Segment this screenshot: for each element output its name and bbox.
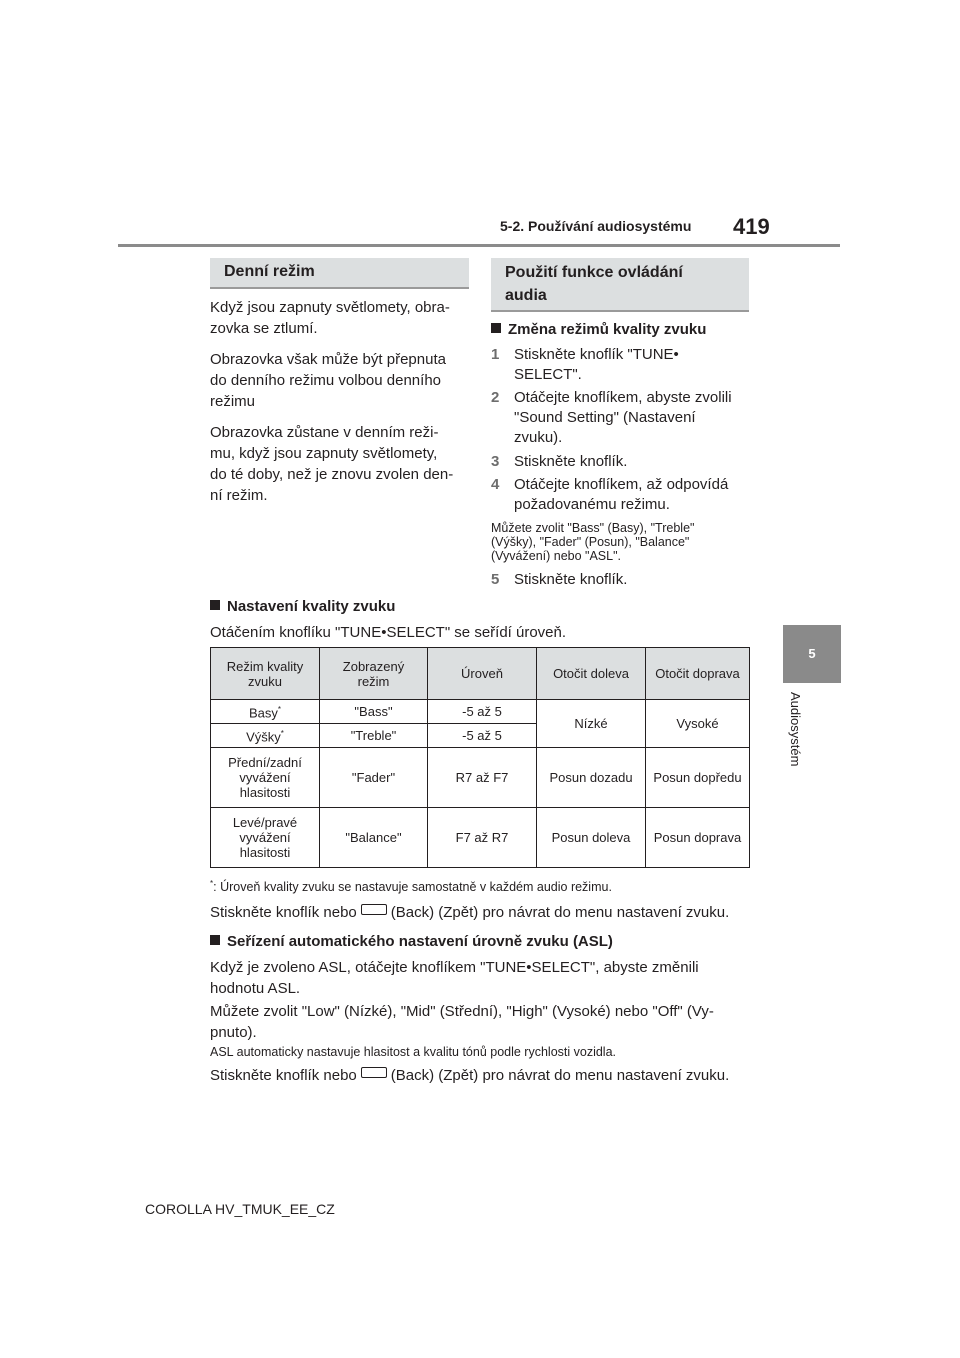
- footer-model-code: COROLLA HV_TMUK_EE_CZ: [145, 1201, 335, 1217]
- asl-note: ASL automaticky nastavuje hlasitost a kvalitu tónů podle rychlosti vozidla.: [210, 1045, 616, 1059]
- table-row: [211, 700, 750, 724]
- chapter-label: Audiosystém: [788, 692, 803, 767]
- table-cell: -5 až 5: [428, 700, 537, 724]
- sound-quality-table: [210, 647, 750, 868]
- asl-text-2: Můžete zvolit "Low" (Nízké), "Mid" (Střední), "High" (Vysoké) nebo "Off" (Vy- pnuto).: [210, 1003, 714, 1041]
- bullet-square-icon: [210, 935, 220, 945]
- back-button-icon: [361, 904, 387, 915]
- asl-text-1: Když je zvoleno ASL, otáčejte knoflíkem "TUNE•SELECT", abyste změnili hodnotu ASL.: [210, 959, 699, 997]
- header-divider: [118, 244, 840, 247]
- table-cell: "Treble": [320, 724, 428, 748]
- step-item: 4 Otáčejte knoflíkem, až odpovídá požadovanému režimu.: [491, 476, 729, 513]
- quality-intro: Otáčením knoflíku "TUNE•SELECT" se seřídí úroveň.: [210, 624, 567, 641]
- table-cell: "Fader": [320, 748, 428, 808]
- subheading-sound-modes: Změna režimů kvality zvuku: [491, 321, 706, 338]
- col-header: Otočit doprava: [646, 648, 750, 700]
- back-instruction: Stiskněte knoflík nebo (Back) (Zpět) pro návrat do menu nastavení zvuku.: [210, 1067, 730, 1084]
- table-cell: Levé/pravé vyvážení hlasitosti: [211, 808, 320, 868]
- table-footnote: *: Úroveň kvality zvuku se nastavuje samostatně v každém audio režimu.: [210, 879, 612, 895]
- table-cell: Posun dozadu: [537, 748, 646, 808]
- col-header: Úroveň: [428, 648, 537, 700]
- table-cell: F7 až R7: [428, 808, 537, 868]
- back-instruction: Stiskněte knoflík nebo (Back) (Zpět) pro návrat do menu nastavení zvuku.: [210, 904, 730, 921]
- table-cell: Přední/zadní vyvážení hlasitosti: [211, 748, 320, 808]
- bullet-square-icon: [210, 600, 220, 610]
- table-cell: "Balance": [320, 808, 428, 868]
- section-title: 5-2. Používání audiosystému: [500, 218, 692, 234]
- table-cell: -5 až 5: [428, 724, 537, 748]
- table-cell: Vysoké: [646, 700, 750, 748]
- col-header: Otočit doleva: [537, 648, 646, 700]
- step-item: 2 Otáčejte knoflíkem, abyste zvolili "Sound Setting" (Nastavení zvuku).: [491, 389, 732, 446]
- step-item: 5 Stiskněte knoflík.: [491, 571, 628, 588]
- col-header: Režim kvality zvuku: [211, 648, 320, 700]
- mode-note: Můžete zvolit "Bass" (Basy), "Treble" (Výšky), "Fader" (Posun), "Balance" (Vyvážení) nebo "ASL".: [491, 521, 695, 563]
- table-cell: Posun doleva: [537, 808, 646, 868]
- table-cell: Posun dopředu: [646, 748, 750, 808]
- col-header: Zobrazený režim: [320, 648, 428, 700]
- table-header-row: [211, 648, 750, 700]
- step-item: 1 Stiskněte knoflík "TUNE• SELECT".: [491, 346, 679, 383]
- table-cell: "Bass": [320, 700, 428, 724]
- table-cell: R7 až F7: [428, 748, 537, 808]
- table-cell: Nízké: [537, 700, 646, 748]
- heading-audio-control: Použití funkce ovládání audia: [491, 258, 749, 312]
- page-number: 419: [733, 214, 770, 239]
- table-cell: Výšky*: [211, 724, 320, 748]
- table-cell: Basy*: [211, 700, 320, 724]
- subheading-asl: Seřízení automatického nastavení úrovně zvuku (ASL): [210, 933, 613, 950]
- table-row: [211, 748, 750, 808]
- day-mode-text: Když jsou zapnuty světlomety, obra- zovka se ztlumí. Obrazovka však může být přepnuta do denního režimu volbou denního režimu Obrazovka zůstane v denním reži- mu, když jsou zapnuty světlomety, do té doby, než je znovu zvolen den- ní režim.: [210, 299, 454, 504]
- step-item: 3 Stiskněte knoflík.: [491, 453, 628, 470]
- table-cell: Posun doprava: [646, 808, 750, 868]
- table-row: [211, 808, 750, 868]
- bullet-square-icon: [491, 323, 501, 333]
- back-button-icon: [361, 1067, 387, 1078]
- subheading-sound-quality: Nastavení kvality zvuku: [210, 598, 395, 615]
- chapter-tab[interactable]: 5: [783, 625, 841, 683]
- heading-day-mode: Denní režim: [210, 258, 469, 289]
